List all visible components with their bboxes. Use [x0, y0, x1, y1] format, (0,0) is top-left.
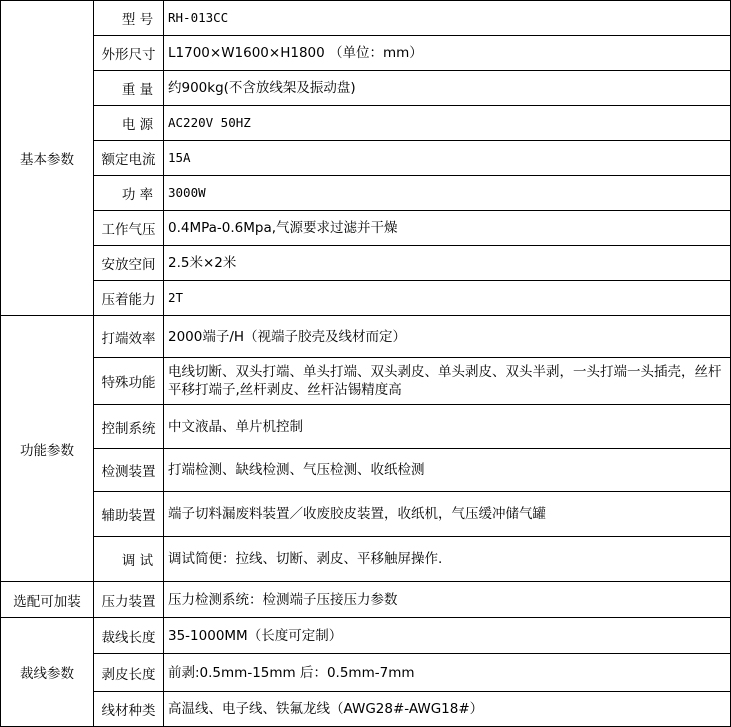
row-value-power: 3000W: [164, 176, 731, 211]
table-row: [1, 358, 731, 405]
row-value-model: RH-013CC: [164, 1, 731, 36]
table-row: [1, 582, 731, 618]
table-row: [1, 449, 731, 492]
table-row: [1, 281, 731, 316]
row-label-cut-length: 裁线长度: [94, 618, 164, 654]
row-value-air-pressure: 0.4MPa-0.6Mpa,气源要求过滤并干燥: [164, 211, 731, 246]
row-value-rated-current: 15A: [164, 141, 731, 176]
table-row: [1, 492, 731, 537]
row-label-space: 安放空间: [94, 246, 164, 281]
row-label-detection: 检测装置: [94, 449, 164, 492]
row-value-space: 2.5米×2米: [164, 246, 731, 281]
table-row: [1, 36, 731, 71]
row-label-efficiency: 打端效率: [94, 316, 164, 358]
table-row: [1, 618, 731, 654]
row-label-air-pressure: 工作气压: [94, 211, 164, 246]
row-label-power: 功 率: [94, 176, 164, 211]
row-label-strip-length: 剥皮长度: [94, 654, 164, 692]
table-row: [1, 71, 731, 106]
table-row: [1, 654, 731, 692]
row-value-auxiliary: 端子切料漏废料装置／收废胶皮装置，收纸机，气压缓冲储气罐: [164, 492, 731, 537]
row-label-auxiliary: 辅助装置: [94, 492, 164, 537]
row-value-pressure-device: 压力检测系统：检测端子压接压力参数: [164, 582, 731, 618]
row-value-dimensions: L1700×W1600×H1800 （单位：mm）: [164, 36, 731, 71]
group-function: 功能参数: [1, 316, 94, 582]
row-value-crimp-capacity: 2T: [164, 281, 731, 316]
row-label-control-system: 控制系统: [94, 405, 164, 449]
table-row: [1, 246, 731, 281]
row-value-strip-length: 前剥:0.5mm-15mm 后：0.5mm-7mm: [164, 654, 731, 692]
row-value-efficiency: 2000端子/H（视端子胶壳及线材而定）: [164, 316, 731, 358]
row-label-power-supply: 电 源: [94, 106, 164, 141]
row-label-model: 型 号: [94, 1, 164, 36]
row-label-pressure-device: 压力装置: [94, 582, 164, 618]
row-value-cut-length: 35-1000MM（长度可定制）: [164, 618, 731, 654]
row-label-rated-current: 额定电流: [94, 141, 164, 176]
table-row: [1, 537, 731, 582]
row-label-weight: 重 量: [94, 71, 164, 106]
row-label-wire-type: 线材种类: [94, 692, 164, 727]
row-label-special-functions: 特殊功能: [94, 358, 164, 405]
row-value-debug: 调试简便：拉线、切断、剥皮、平移触屏操作.: [164, 537, 731, 582]
group-basic: 基本参数: [1, 1, 94, 316]
row-value-wire-type: 高温线、电子线、铁氟龙线（AWG28#-AWG18#）: [164, 692, 731, 727]
table-row: [1, 405, 731, 449]
row-label-dimensions: 外形尺寸: [94, 36, 164, 71]
row-value-special-functions: 电线切断、双头打端、单头打端、双头剥皮、单头剥皮、双头半剥，一头打端一头插壳，丝杆平移打端子,丝杆剥皮、丝杆沾锡精度高: [164, 358, 731, 405]
row-label-crimp-capacity: 压着能力: [94, 281, 164, 316]
row-label-debug: 调 试: [94, 537, 164, 582]
table-row: [1, 692, 731, 727]
table-row: [1, 106, 731, 141]
table-row: [1, 316, 731, 358]
row-value-control-system: 中文液晶、单片机控制: [164, 405, 731, 449]
row-value-detection: 打端检测、缺线检测、气压检测、收纸检测: [164, 449, 731, 492]
table-row: [1, 211, 731, 246]
group-cutting: 裁线参数: [1, 618, 94, 727]
table-row: [1, 176, 731, 211]
table-row: [1, 1, 731, 36]
row-value-power-supply: AC220V 50HZ: [164, 106, 731, 141]
row-value-weight: 约900kg(不含放线架及振动盘): [164, 71, 731, 106]
group-optional: 选配可加装: [1, 582, 94, 618]
table-row: [1, 141, 731, 176]
